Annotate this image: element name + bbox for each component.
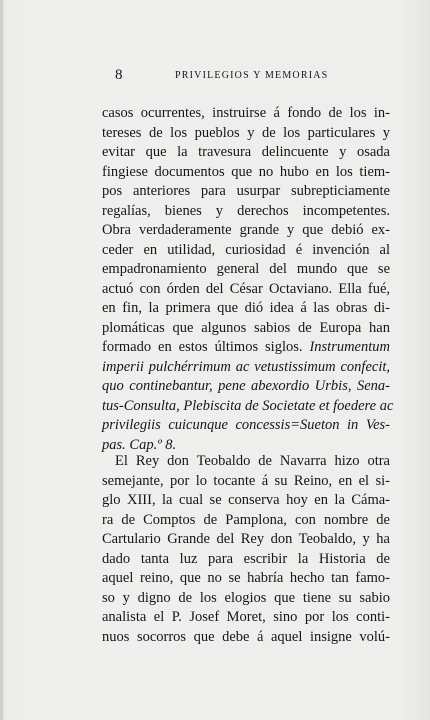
text-segment: formado en estos últimos siglos.	[102, 339, 303, 355]
text-line: Cartulario Grande del Rey don Teobaldo, y ha	[102, 531, 390, 547]
latin-quote-line: privilegiis cuicunque concessis=Sueton in Ves-	[102, 417, 390, 433]
text-line: en fin, la primera que dió idea á las obras di-	[102, 300, 390, 316]
paragraph-1	[102, 104, 394, 455]
text-line: ra de Comptos de Pamplona, con nombre de	[102, 511, 390, 528]
text-line: fingiese documentos que no hubo en los tiem-	[102, 163, 390, 180]
latin-quote-line: imperii pulchérrimum ac vetustissimum confecit,	[102, 358, 390, 375]
latin-quote-segment: Instrumentum	[309, 339, 390, 355]
latin-quote-line: quo continebantur, pene abexordio Urbis, Sena-	[102, 378, 390, 394]
text-line: aquel reino, que no se habría hecho tan famo-	[102, 570, 390, 586]
text-line: pos anteriores para usurpar subrepticiamente	[102, 183, 390, 199]
text-line: regalías, bienes y derechos incompetentes.	[102, 202, 390, 219]
page-header	[115, 66, 390, 86]
text-line: semejante, por lo tocante á su Reino, en el si-	[102, 472, 390, 489]
text-line: plomáticas que algunos sabios de Europa han	[102, 319, 390, 336]
text-line: so y digno de los elogios que tiene su sabio	[102, 589, 390, 606]
text-line: analista el P. Josef Moret, sino por los conti-	[102, 609, 390, 625]
text-line: glo XIII, la cual se conserva hoy en la Cáma-	[102, 492, 390, 508]
latin-quote-line: pas. Cap.º 8.	[102, 436, 177, 453]
text-line: Obra verdaderamente grande y que debió ex-	[102, 222, 390, 238]
text-line: actuó con órden del César Octaviano. Ella fué,	[102, 280, 390, 297]
text-line: dado tanta luz para escribir la Historia de	[102, 550, 390, 567]
latin-quote-line: tus-Consulta, Plebiscita de Societate et foedere ac	[102, 397, 394, 414]
text-line: casos ocurrentes, instruirse á fondo de los in-	[102, 105, 390, 121]
text-line: nuos socorros que debe á aquel insigne volú-	[102, 628, 390, 645]
text-line: tereses de los pueblos y de los particulares y	[102, 124, 390, 141]
page-number: 8	[115, 67, 123, 83]
text-line-mixed	[102, 338, 390, 358]
paragraph-2	[102, 452, 390, 647]
text-line: evitar que la travesura delincuente y osada	[102, 144, 390, 160]
running-head: PRIVILEGIOS Y MEMORIAS	[175, 70, 329, 81]
page-fold-shadow	[0, 0, 3, 720]
text-line: El Rey don Teobaldo de Navarra hizo otra	[115, 453, 390, 469]
text-line: empadronamiento general del mundo que se	[102, 261, 390, 277]
text-line: ceder en utilidad, curiosidad é invención al	[102, 241, 390, 258]
